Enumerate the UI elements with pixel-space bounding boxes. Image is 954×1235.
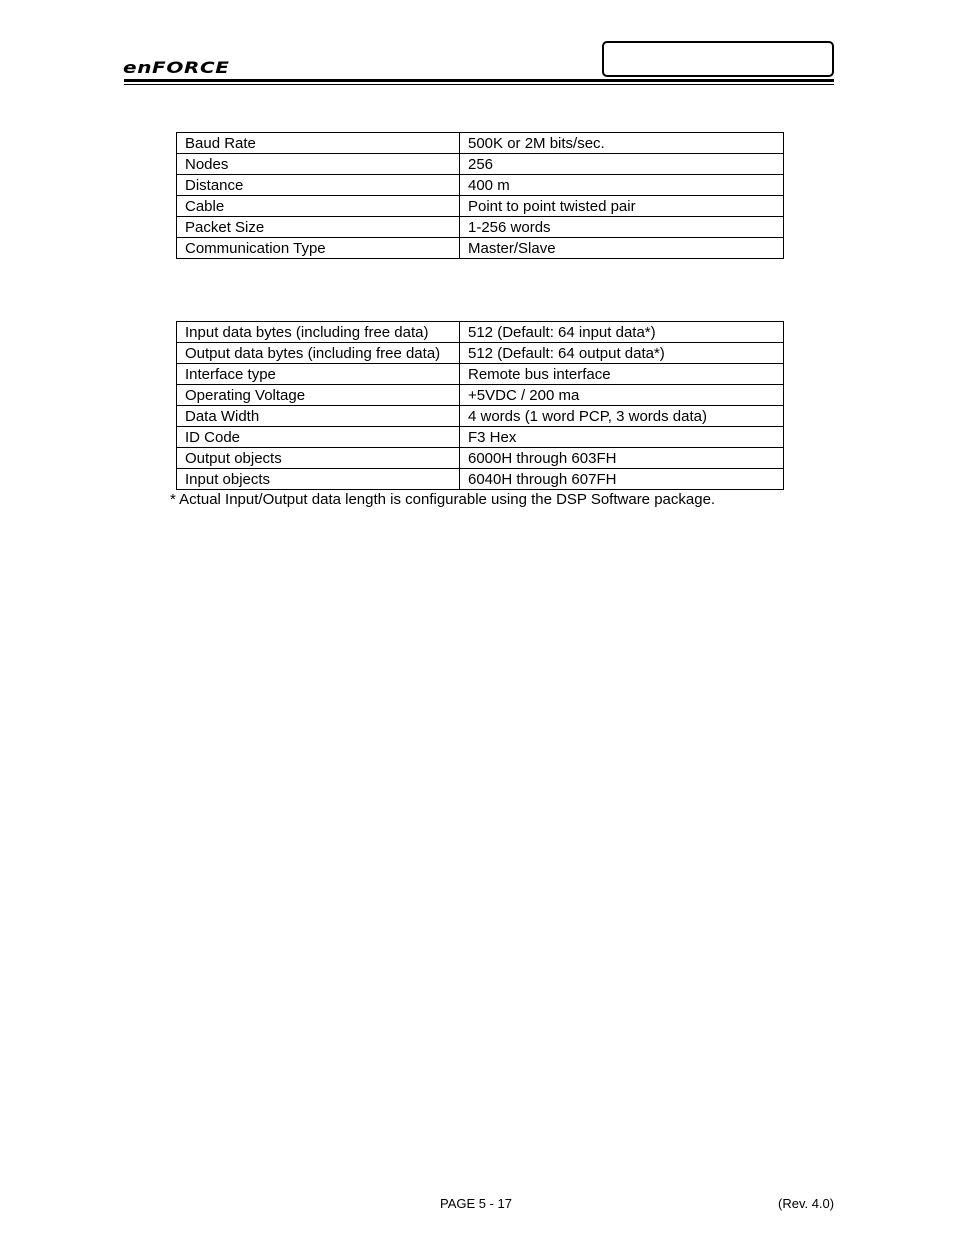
table-cell-value: Point to point twisted pair: [460, 196, 784, 217]
table-row: [177, 154, 784, 175]
table-cell-value: 1-256 words: [460, 217, 784, 238]
table-cell-label: Distance: [177, 175, 460, 196]
table-cell-value: 400 m: [460, 175, 784, 196]
page-number: PAGE 5 - 17: [440, 1196, 513, 1211]
table-cell-value: 4 words (1 word PCP, 3 words data): [460, 406, 784, 427]
table-cell-label: Input objects: [177, 469, 460, 490]
table-row: [177, 469, 784, 490]
table-cell-value: F3 Hex: [460, 427, 784, 448]
table-cell-value: 6040H through 607FH: [460, 469, 784, 490]
table-cell-label: ID Code: [177, 427, 460, 448]
table-cell-value: 256: [460, 154, 784, 175]
table-cell-label: Output objects: [177, 448, 460, 469]
enforce-logo: enFORCE: [123, 58, 230, 77]
header-rule-thick: [124, 79, 834, 82]
table-row: [177, 217, 784, 238]
header-rule-thin: [124, 84, 834, 85]
table-row: [177, 448, 784, 469]
table-cell-label: Nodes: [177, 154, 460, 175]
footnote: * Actual Input/Output data length is configurable using the DSP Software package.: [170, 491, 716, 508]
table-cell-label: Cable: [177, 196, 460, 217]
table-row: [177, 364, 784, 385]
table-cell-label: Interface type: [177, 364, 460, 385]
table-cell-label: Packet Size: [177, 217, 460, 238]
table-row: [177, 406, 784, 427]
table-cell-value: 6000H through 603FH: [460, 448, 784, 469]
table-cell-value: 512 (Default: 64 input data*): [460, 322, 784, 343]
table-cell-value: 512 (Default: 64 output data*): [460, 343, 784, 364]
table-cell-label: Operating Voltage: [177, 385, 460, 406]
table-cell-label: Communication Type: [177, 238, 460, 259]
table-row: [177, 133, 784, 154]
table-row: [177, 385, 784, 406]
table-row: [177, 175, 784, 196]
table-cell-label: Input data bytes (including free data): [177, 322, 460, 343]
table-cell-value: Master/Slave: [460, 238, 784, 259]
table-row: [177, 427, 784, 448]
revision-label: (Rev. 4.0): [778, 1196, 835, 1211]
table-cell-label: Data Width: [177, 406, 460, 427]
interface-spec-table: [176, 321, 784, 490]
table-cell-value: +5VDC / 200 ma: [460, 385, 784, 406]
table-cell-label: Output data bytes (including free data): [177, 343, 460, 364]
header-title-box: [602, 41, 834, 77]
table-row: [177, 322, 784, 343]
network-spec-table: [176, 132, 784, 259]
table-row: [177, 238, 784, 259]
table-row: [177, 343, 784, 364]
table-cell-label: Baud Rate: [177, 133, 460, 154]
table-row: [177, 196, 784, 217]
table-cell-value: Remote bus interface: [460, 364, 784, 385]
table-cell-value: 500K or 2M bits/sec.: [460, 133, 784, 154]
